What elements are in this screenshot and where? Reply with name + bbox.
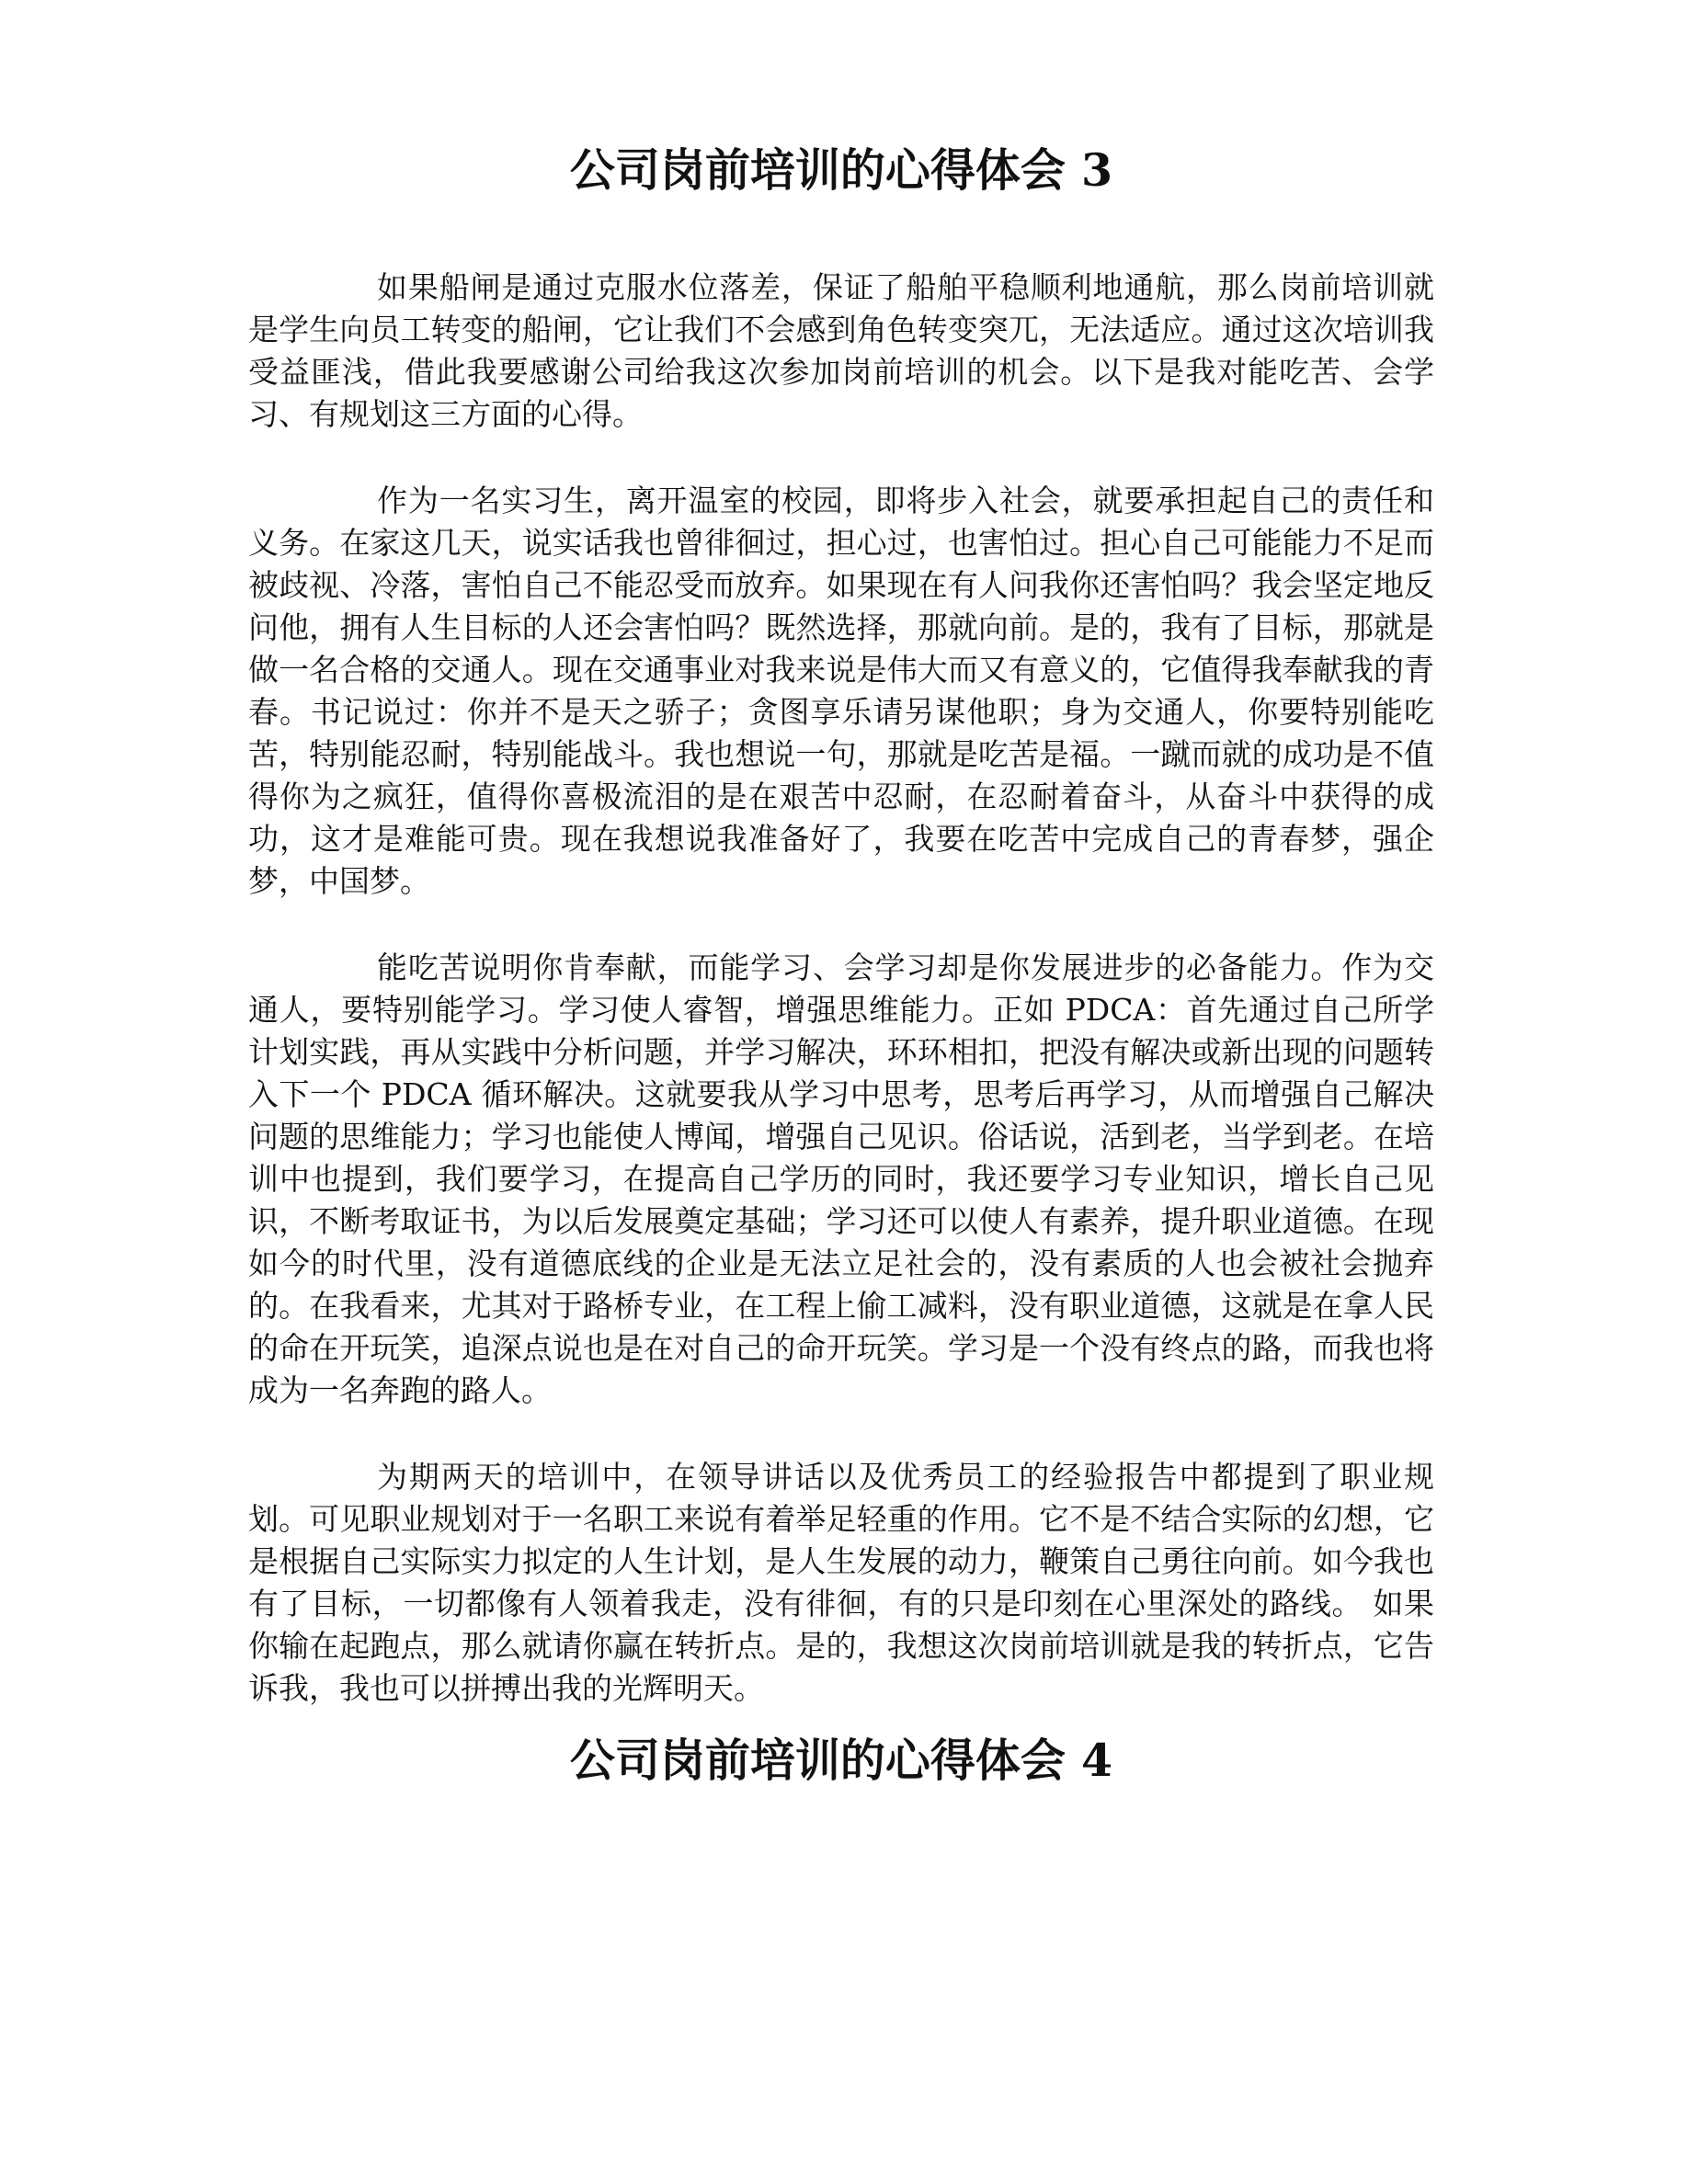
paragraph-2: 作为一名实习生，离开温室的校园，即将步入社会，就要承担起自己的责任和义务。在家这几天，说实话我也曾徘徊过，担心过，也害怕过。担心自己可能能力不足而被歧视、冷落，害怕自己不能忍受而放弃。如果现在有人问我你还害怕吗？我会坚定地反问他，拥有人生目标的人还会害怕吗？既然选择，那就向前。是的，我有了目标，那就是做一名合格的交通人。现在交通事业对我来说是伟大而又有意义的，它值得我奉献我的青春。书记说过：你并不是天之骄子；贪图享乐请另谋他职；身为交通人，你要特别能吃苦，特别能忍耐，特别能战斗。我也想说一句，那就是吃苦是福。一蹴而就的成功是不值得你为之疯狂，值得你喜极流泪的是在艰苦中忍耐，在忍耐着奋斗，从奋斗中获得的成功，这才是难能可贵。现在我想说我准备好了，我要在吃苦中完成自己的青春梦，强企梦，中国梦。 xyxy=(248,483,1434,899)
paragraph-3: 能吃苦说明你肯奉献，而能学习、会学习却是你发展进步的必备能力。作为交通人，要特别能学习。学习使人睿智，增强思维能力。正如 PDCA：首先通过自己所学计划实践，再从实践中分析问题，并学习解决，环环相扣，把没有解决或新出现的问题转入下一个 PDCA 循环解决。这就要我从学习中思考，思考后再学习，从而增强自己解决问题的思维能力；学习也能使人博闻，增强自己见识。俗话说，活到老，当学到老。在培训中也提到，我们要学习，在提高自己学历的同时，我还要学习专业知识，增长自己见识，不断考取证书，为以后发展奠定基础；学习还可以使人有素养，提升职业道德。在现如今的时代里，没有道德底线的企业是无法立足社会的，没有素质的人也会被社会抛弃的。在我看来，尤其对于路桥专业，在工程上偷工减料，没有职业道德，这就是在拿人民的命在开玩笑，追深点说也是在对自己的命开玩笑。学习是一个没有终点的路，而我也将成为一名奔跑的路人。 xyxy=(248,950,1434,1408)
paragraph-1: 如果船闸是通过克服水位落差，保证了船舶平稳顺利地通航，那么岗前培训就是学生向员工转变的船闸，它让我们不会感到角色转变突兀，无法适应。通过这次培训我受益匪浅，借此我要感谢公司给我这次参加岗前培训的机会。以下是我对能吃苦、会学习、有规划这三方面的心得。 xyxy=(248,269,1434,432)
paragraph-4: 为期两天的培训中，在领导讲话以及优秀员工的经验报告中都提到了职业规划。可见职业规划对于一名职工来说有着举足轻重的作用。它不是不结合实际的幻想，它是根据自己实际实力拟定的人生计划，是人生发展的动力，鞭策自己勇往向前。如今我也有了目标，一切都像有人领着我走，没有徘徊，有的只是印刻在心里深处的路线。 如果你输在起跑点，那么就请你赢在转折点。是的，我想这次岗前培训就是我的转折点，它告诉我，我也可以拼搏出我的光辉明天。 xyxy=(248,1459,1434,1706)
section-title-3: 公司岗前培训的心得体会 3 xyxy=(569,143,1113,197)
document-body xyxy=(248,138,1434,1792)
section-title-4: 公司岗前培训的心得体会 4 xyxy=(569,1734,1113,1787)
